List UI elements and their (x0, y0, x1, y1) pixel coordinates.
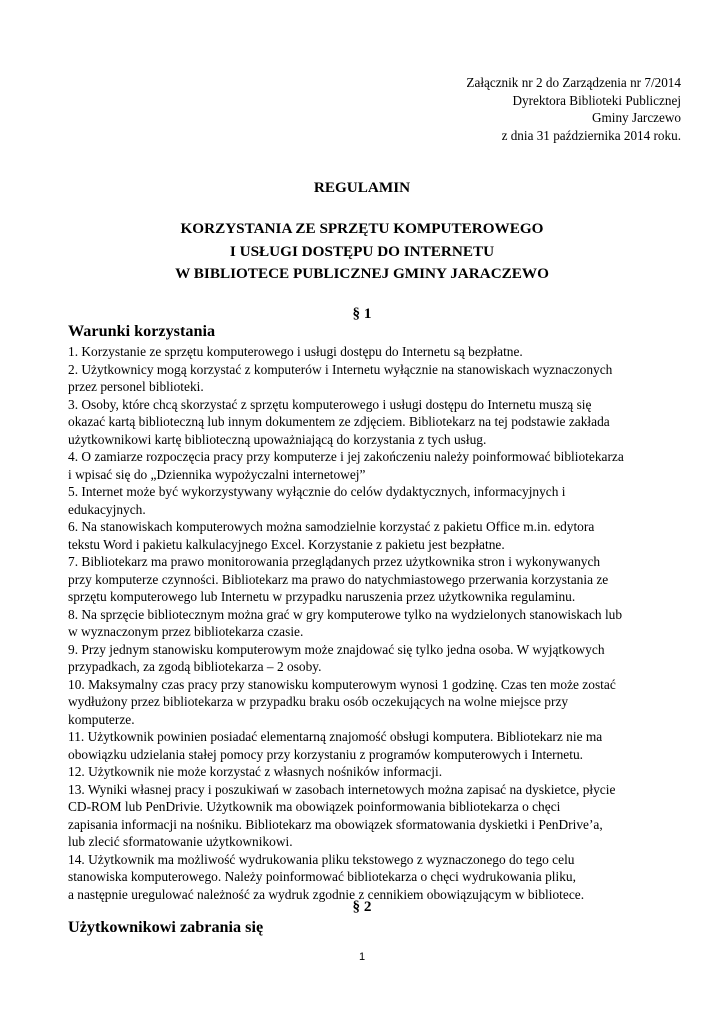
regulation-text-line: stanowiska komputerowego. Należy poinformować bibliotekarza o chęci wydrukowania pliku, (68, 869, 576, 884)
annex-line: Dyrektora Biblioteki Publicznej (512, 92, 681, 108)
regulation-text-line: 5. Internet może być wykorzystywany wyłącznie do celów dydaktycznych, informacyjnych i (68, 484, 566, 499)
regulation-text-line: CD-ROM lub PenDrivie. Użytkownik ma obowiązek poinformowania bibliotekarza o chęci (68, 799, 561, 814)
section-1-heading: Warunki korzystania (68, 322, 216, 340)
regulation-text-line: 2. Użytkownicy mogą korzystać z komputerów i Internetu wyłącznie na stanowiskach wyznaczonych (68, 361, 613, 377)
regulation-text-line: 8. Na sprzęcie bibliotecznym można grać w gry komputerowe tylko na wydzielonych stanowiskach lub (68, 606, 623, 622)
regulation-text-line: 14. Użytkownik ma możliwość wydrukowania pliku tekstowego z wyznaczonego do tego celu (68, 851, 575, 867)
regulation-text-line: 12. Użytkownik nie może korzystać z własnych nośników informacji. (68, 764, 443, 779)
annex-line: Załącznik nr 2 do Zarządzenia nr 7/2014 (466, 75, 681, 90)
regulation-text-line: 4. O zamiarze rozpoczęcia pracy przy komputerze i jej zakończeniu należy poinformować bibliotekarza (68, 449, 624, 464)
regulation-text-line: przy komputerze czynności. Bibliotekarz ma prawo do natychmiastowego przerwania korzystania ze (68, 571, 609, 587)
regulation-text-line: i wpisać się do „Dziennika wypożyczalni internetowej” (68, 466, 366, 482)
section-2-symbol: § 2 (352, 898, 372, 915)
document-subtitle-line: I USŁUGI DOSTĘPU DO INTERNETU (229, 243, 495, 260)
regulation-text-line: okazać kartą biblioteczną lub innym dokumentem ze zdjęciem. Bibliotekarz na tej podstawie zakłada (68, 414, 610, 429)
regulation-text-line: 13. Wyniki własnej pracy i poszukiwań w zasobach internetowych można zapisać na dyskietce, płycie (68, 781, 616, 797)
regulation-text-line: użytkownikowi kartę biblioteczną upoważniającą do korzystania z tych usług. (68, 431, 487, 447)
section-1-symbol: § 1 (352, 305, 372, 322)
regulation-text-line: a następnie uregulować należność za wydruk zgodnie z cennikiem obowiązującym w bibliotece. (68, 886, 585, 902)
regulation-text-line: tekstu Word i pakietu kalkulacyjnego Excel. Korzystanie z pakietu jest bezpłatne. (68, 536, 505, 552)
regulation-text-line: lub zlecić sformatowanie użytkownikowi. (68, 834, 293, 849)
document-subtitle-line: W BIBLIOTECE PUBLICZNEJ GMINY JARACZEWO (175, 265, 549, 282)
regulation-text-line: edukacyjnych. (68, 501, 146, 517)
regulation-text-line: 11. Użytkownik powinien posiadać elementarną znajomość obsługi komputera. Bibliotekarz nie ma (68, 729, 603, 744)
regulation-text-line: 6. Na stanowiskach komputerowych można samodzielnie korzystać z pakietu Office m.in. edytora (68, 519, 595, 534)
section-1-items (68, 343, 668, 903)
regulation-text-line: w wyznaczonym przez bibliotekarza czasie. (68, 624, 304, 639)
regulation-text-line: sprzętu komputerowego lub Internetu w przypadku naruszenia przez użytkownika regulaminu. (68, 589, 576, 604)
regulation-text-line: 3. Osoby, które chcą skorzystać z sprzętu komputerowego i usługi dostępu do Internetu muszą się (68, 396, 592, 412)
regulation-text-line: 7. Bibliotekarz ma prawo monitorowania przeglądanych przez użytkownika stron i wykonywanych (68, 554, 601, 569)
annex-line: z dnia 31 października 2014 roku. (501, 127, 681, 143)
regulation-text-line: komputerze. (68, 711, 135, 727)
section-2-heading: Użytkownikowi zabrania się (68, 918, 264, 936)
regulation-text-line: przypadkach, za zgodą bibliotekarza – 2 osoby. (68, 659, 322, 674)
annex-line: Gminy Jarczewo (592, 110, 681, 125)
regulation-text-line: 1. Korzystanie ze sprzętu komputerowego i usługi dostępu do Internetu są bezpłatne. (68, 344, 523, 359)
regulation-text-line: obowiązku udzielania stałej pomocy przy korzystaniu z programów komputerowych i Internetu. (68, 746, 584, 762)
regulation-text-line: 9. Przy jednym stanowisku komputerowym może znajdować się tylko jedna osoba. W wyjątkowych (68, 641, 605, 657)
page-number: 1 (358, 951, 366, 963)
regulation-text-line: 10. Maksymalny czas pracy przy stanowisku komputerowym wynosi 1 godzinę. Czas ten może zostać (68, 676, 616, 692)
document-title: REGULAMIN (313, 179, 411, 196)
regulation-text-line: wydłużony przez bibliotekarza w przypadku braku osób oczekujących na wolne miejsce przy (68, 694, 569, 709)
regulation-text-line: przez personel biblioteki. (68, 379, 204, 394)
document-subtitle-line: KORZYSTANIA ZE SPRZĘTU KOMPUTEROWEGO (180, 220, 544, 237)
regulation-text-line: zapisania informacji na nośniku. Bibliotekarz ma obowiązek sformatowania dyskietki i PenDrive’a, (68, 816, 603, 832)
annex-header (466, 74, 681, 144)
